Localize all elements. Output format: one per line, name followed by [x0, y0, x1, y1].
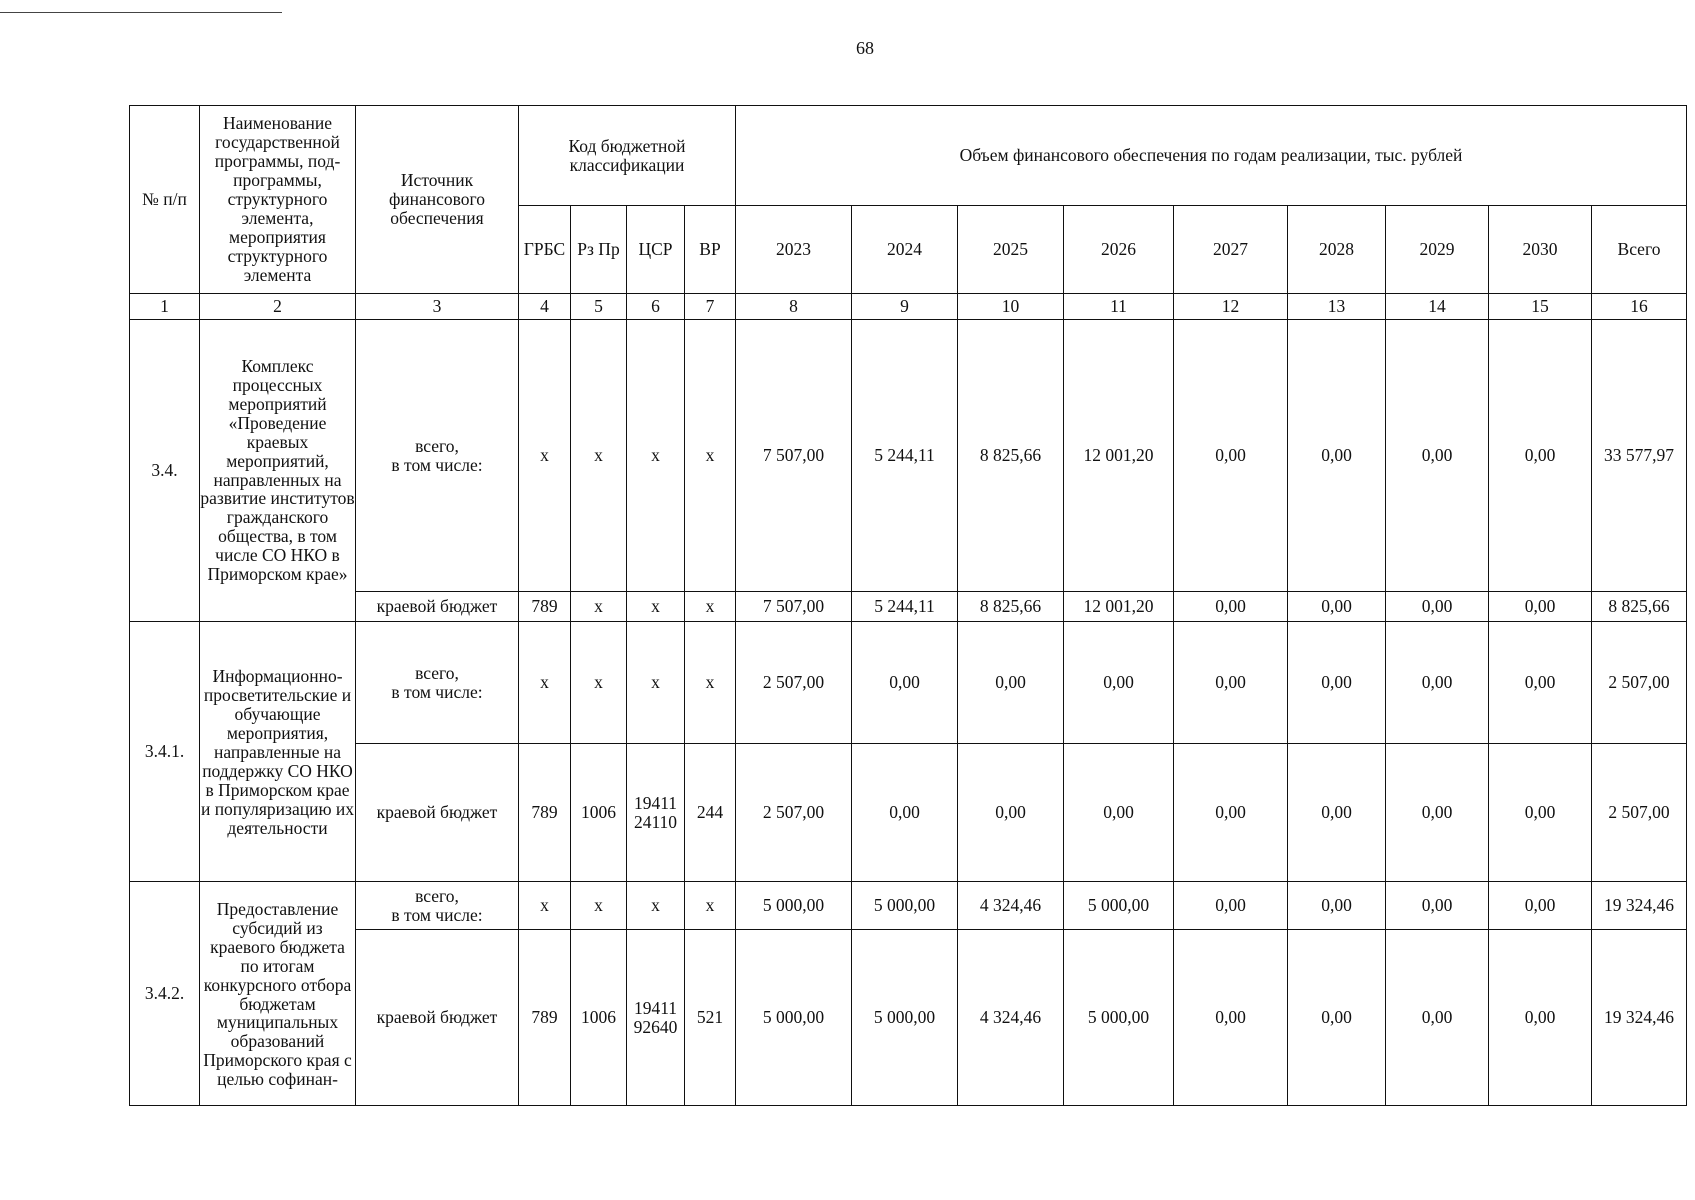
csr-line: 19411: [633, 998, 678, 1019]
header-year-2026: 2026: [1064, 206, 1174, 294]
table-row: [130, 930, 1687, 1106]
code-vr: х: [685, 592, 736, 622]
code-grbs: 789: [519, 744, 571, 882]
source-line: всего,: [415, 435, 459, 456]
value-2030: 0,00: [1489, 622, 1592, 744]
table-row: [130, 882, 1687, 930]
value-2023: 7 507,00: [736, 592, 852, 622]
code-csr: х: [627, 622, 685, 744]
source-line: в том числе:: [391, 454, 483, 475]
value-2028: 0,00: [1288, 744, 1386, 882]
value-2030: 0,00: [1489, 882, 1592, 930]
value-2029: 0,00: [1386, 622, 1489, 744]
csr-line: 92640: [633, 1016, 678, 1037]
column-number: 8: [736, 294, 852, 320]
code-grbs: 789: [519, 592, 571, 622]
value-2024: 5 244,11: [852, 320, 958, 592]
header-code-grbs: ГРБС: [519, 206, 571, 294]
value-2025: 8 825,66: [958, 592, 1064, 622]
value-2028: 0,00: [1288, 882, 1386, 930]
column-number-row: [130, 294, 1687, 320]
csr-line: 24110: [633, 811, 678, 832]
financing-table: [129, 105, 1687, 1106]
table-row: [130, 622, 1687, 744]
value-2026: 5 000,00: [1064, 930, 1174, 1106]
value-2027: 0,00: [1174, 882, 1288, 930]
value-2026: 12 001,20: [1064, 592, 1174, 622]
top-rule: [0, 12, 282, 13]
value-2029: 0,00: [1386, 592, 1489, 622]
column-number: 14: [1386, 294, 1489, 320]
code-rzpr: 1006: [571, 930, 627, 1106]
code-csr: [627, 744, 685, 882]
value-2026: 0,00: [1064, 744, 1174, 882]
value-2027: 0,00: [1174, 592, 1288, 622]
page-number: 68: [856, 38, 874, 58]
value-2029: 0,00: [1386, 744, 1489, 882]
column-number: 3: [356, 294, 519, 320]
value-2024: 5 244,11: [852, 592, 958, 622]
header-name: Наименование государственной программы, под-программы, структурного элемента, мероприятия структурного элемента: [200, 106, 356, 294]
value-2029: 0,00: [1386, 930, 1489, 1106]
code-csr: х: [627, 320, 685, 592]
source-line: в том числе:: [391, 904, 483, 925]
table-row: [130, 320, 1687, 592]
value-2030: 0,00: [1489, 930, 1592, 1106]
header-row-1: [130, 106, 1687, 206]
code-rzpr: х: [571, 622, 627, 744]
value-2023: 7 507,00: [736, 320, 852, 592]
column-number: 4: [519, 294, 571, 320]
column-number: 2: [200, 294, 356, 320]
source-line: всего,: [415, 662, 459, 683]
value-2025: 0,00: [958, 744, 1064, 882]
value-2028: 0,00: [1288, 622, 1386, 744]
row-num: 3.4.: [130, 320, 200, 622]
value-2029: 0,00: [1386, 882, 1489, 930]
value-2030: 0,00: [1489, 744, 1592, 882]
code-vr: 244: [685, 744, 736, 882]
column-number: 15: [1489, 294, 1592, 320]
column-number: 11: [1064, 294, 1174, 320]
value-2026: 5 000,00: [1064, 882, 1174, 930]
row-source: [356, 622, 519, 744]
header-year-2025: 2025: [958, 206, 1064, 294]
row-name: Предоставление субсидий из краевого бюджета по итогам конкурсного отбора бюджетам муниципальных образований Приморского края с целью софинан-: [200, 882, 356, 1106]
code-rzpr: х: [571, 320, 627, 592]
header-year-2030: 2030: [1489, 206, 1592, 294]
value-2030: 0,00: [1489, 592, 1592, 622]
row-num: 3.4.2.: [130, 882, 200, 1106]
code-grbs: 789: [519, 930, 571, 1106]
value-2026: 0,00: [1064, 622, 1174, 744]
header-year-2024: 2024: [852, 206, 958, 294]
value-2024: 5 000,00: [852, 930, 958, 1106]
value-2027: 0,00: [1174, 744, 1288, 882]
header-year-2027: 2027: [1174, 206, 1288, 294]
code-csr: [627, 930, 685, 1106]
value-total: 33 577,97: [1592, 320, 1687, 592]
column-number: 9: [852, 294, 958, 320]
code-rzpr: х: [571, 592, 627, 622]
table-row: [130, 592, 1687, 622]
value-2025: 4 324,46: [958, 882, 1064, 930]
row-source: [356, 882, 519, 930]
row-num: 3.4.1.: [130, 622, 200, 882]
column-number: 7: [685, 294, 736, 320]
header-year-2029: 2029: [1386, 206, 1489, 294]
value-total: 19 324,46: [1592, 930, 1687, 1106]
header-total: Всего: [1592, 206, 1687, 294]
column-number: 10: [958, 294, 1064, 320]
header-code-csr: ЦСР: [627, 206, 685, 294]
value-2027: 0,00: [1174, 930, 1288, 1106]
code-vr: х: [685, 320, 736, 592]
code-grbs: х: [519, 320, 571, 592]
value-total: 8 825,66: [1592, 592, 1687, 622]
header-volume-group: Объем финансового обеспечения по годам реализации, тыс. рублей: [736, 106, 1687, 206]
code-grbs: х: [519, 622, 571, 744]
value-total: 19 324,46: [1592, 882, 1687, 930]
source-line: всего,: [415, 885, 459, 906]
value-2023: 2 507,00: [736, 622, 852, 744]
table-row: [130, 744, 1687, 882]
header-source: Источник финансового обеспечения: [356, 106, 519, 294]
column-number: 12: [1174, 294, 1288, 320]
value-2025: 8 825,66: [958, 320, 1064, 592]
value-2025: 4 324,46: [958, 930, 1064, 1106]
value-total: 2 507,00: [1592, 744, 1687, 882]
row-name: Информационно-просветительские и обучающие мероприятия, направленные на поддержку СО НКО в Приморском крае и популяризацию их деятельности: [200, 622, 356, 882]
column-number: 13: [1288, 294, 1386, 320]
code-vr: х: [685, 622, 736, 744]
column-number: 1: [130, 294, 200, 320]
value-total: 2 507,00: [1592, 622, 1687, 744]
header-year-2028: 2028: [1288, 206, 1386, 294]
code-csr: х: [627, 882, 685, 930]
row-source: [356, 320, 519, 592]
value-2026: 12 001,20: [1064, 320, 1174, 592]
value-2024: 0,00: [852, 744, 958, 882]
header-year-2023: 2023: [736, 206, 852, 294]
column-number: 16: [1592, 294, 1687, 320]
value-2030: 0,00: [1489, 320, 1592, 592]
value-2023: 2 507,00: [736, 744, 852, 882]
value-2024: 5 000,00: [852, 882, 958, 930]
header-code-rzpr: Рз Пр: [571, 206, 627, 294]
value-2027: 0,00: [1174, 622, 1288, 744]
header-num: № п/п: [130, 106, 200, 294]
column-number: 5: [571, 294, 627, 320]
row-source: краевой бюджет: [356, 744, 519, 882]
code-grbs: х: [519, 882, 571, 930]
csr-line: 19411: [633, 793, 678, 814]
code-rzpr: х: [571, 882, 627, 930]
code-vr: 521: [685, 930, 736, 1106]
code-csr: х: [627, 592, 685, 622]
value-2023: 5 000,00: [736, 930, 852, 1106]
header-code-vr: ВР: [685, 206, 736, 294]
value-2028: 0,00: [1288, 930, 1386, 1106]
row-source: краевой бюджет: [356, 930, 519, 1106]
value-2029: 0,00: [1386, 320, 1489, 592]
value-2028: 0,00: [1288, 592, 1386, 622]
source-line: в том числе:: [391, 681, 483, 702]
value-2024: 0,00: [852, 622, 958, 744]
row-name: Комплекс процессных мероприятий «Проведение краевых мероприятий, направленных на развитие институтов гражданского общества, в том числе СО НКО в Приморском крае»: [200, 320, 356, 622]
column-number: 6: [627, 294, 685, 320]
code-vr: х: [685, 882, 736, 930]
header-code-group: Код бюджетной классификации: [519, 106, 736, 206]
value-2025: 0,00: [958, 622, 1064, 744]
value-2023: 5 000,00: [736, 882, 852, 930]
row-source: краевой бюджет: [356, 592, 519, 622]
code-rzpr: 1006: [571, 744, 627, 882]
value-2028: 0,00: [1288, 320, 1386, 592]
value-2027: 0,00: [1174, 320, 1288, 592]
